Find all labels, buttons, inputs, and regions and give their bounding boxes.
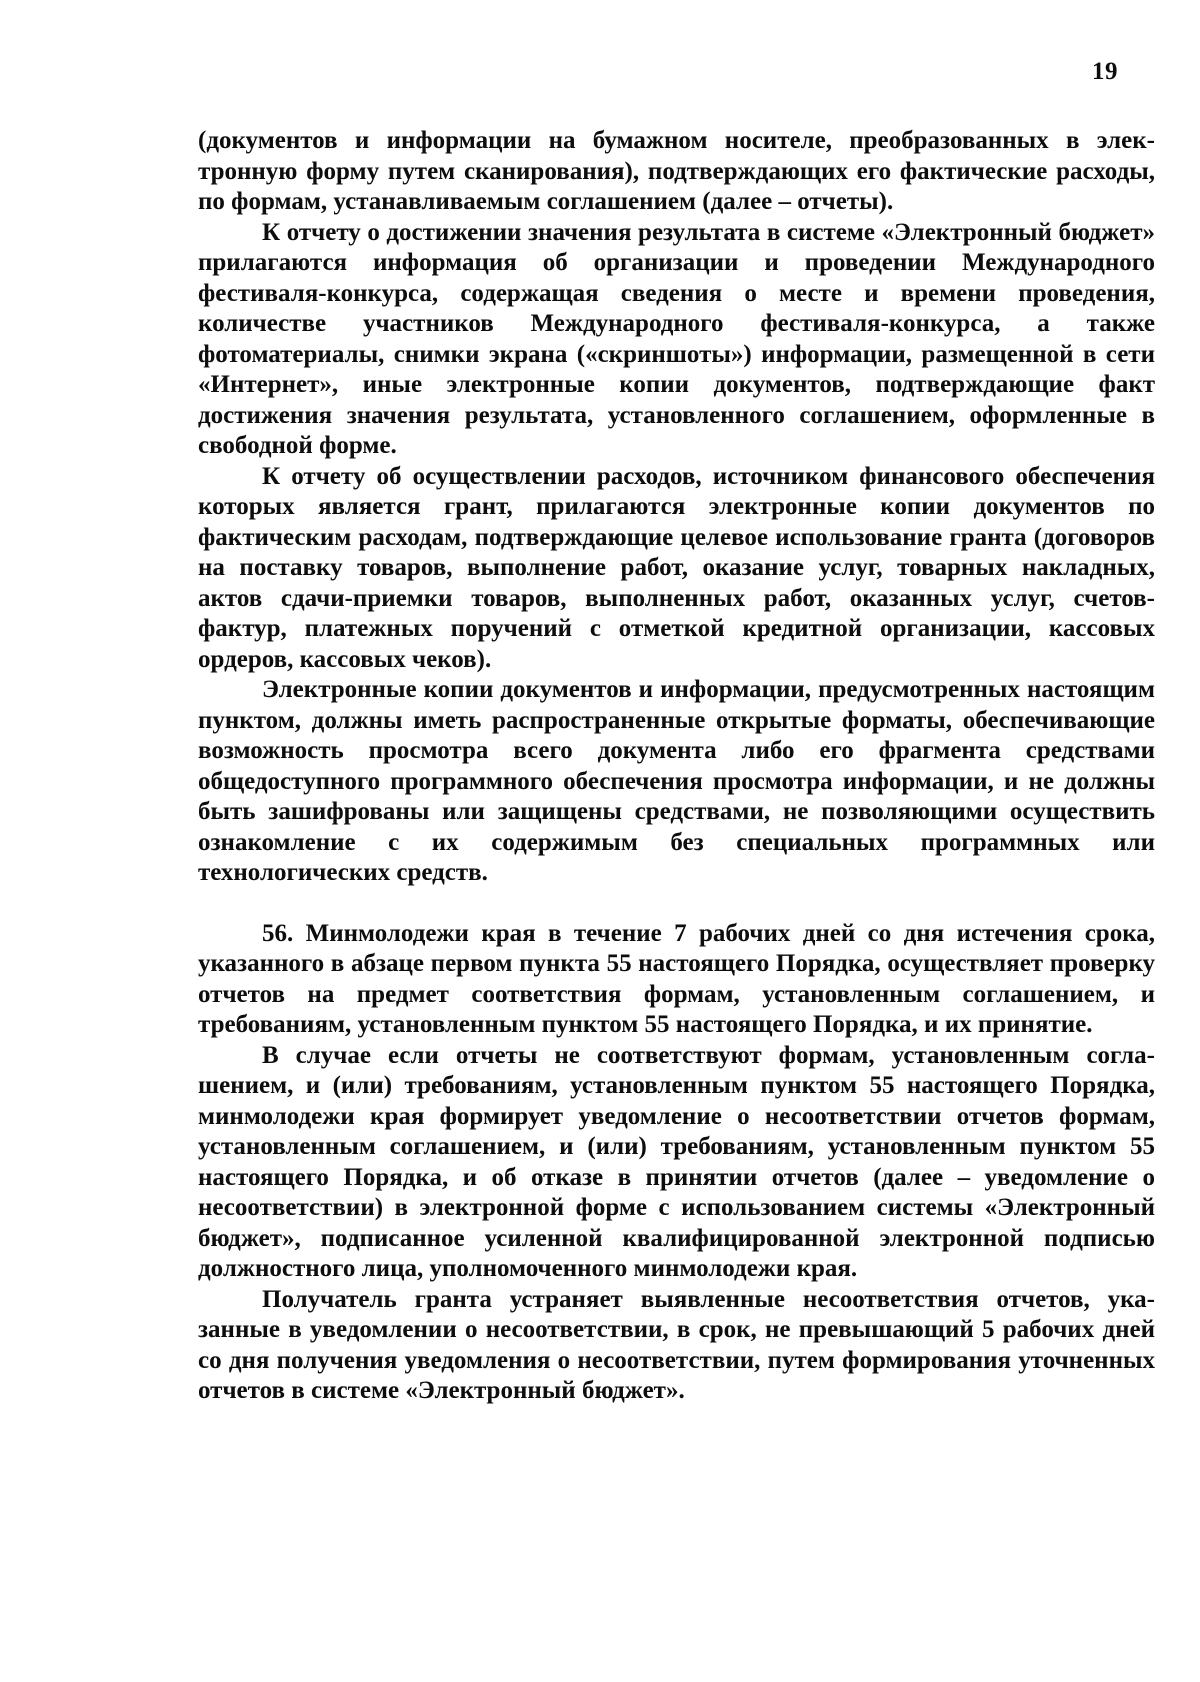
document-body	[198, 126, 1155, 1407]
paragraph-expense-report: К отчету об осуществлении расходов, источником финансового обеспечения которых является грант, прилагаются электронные копии документов по фактическим расходам, подтверждающие целевое использование гранта (договоров на поставку товаров, выполнение работ, оказание услуг, товарных накладных, актов сдачи-приемки товаров, выполненных работ, оказанных услуг, счетов-фактур, платежных поручений с отметкой кредитной организации, кассовых ордеров, кассовых чеков).	[198, 462, 1155, 673]
page-number: 19	[1092, 58, 1118, 85]
paragraph-result-report: К отчету о достижении значения результата в системе «Электронный бюджет» прилагаются информация об организации и проведении Международного фестиваля-конкурса, содержащая сведения о месте и времени проведения, количестве участников Международного фестиваля-конкурса, а также фотоматериалы, снимки экрана («скриншоты») информации, размещенной в сети «Интернет», иные электронные копии документов, подтверждающие факт достижения значения результата, установленного соглашением, оформленные в свободной форме.	[198, 218, 1155, 459]
paragraph-electronic-copies: Электронные копии документов и информации, предусмотренных настоящим пунктом, должны иметь распространенные открытые форматы, обеспечивающие возможность просмотра всего документа либо его фрагмента средствами общедоступного программного обеспечения просмотра информации, и не должны быть зашифрованы или защищены средствами, не позволяющими осуществить ознакомление с их содержимым без специальных программных или технологических средств.	[198, 676, 1155, 886]
paragraph-grant-recipient: Получатель гранта устраняет выявленные несоответствия отчетов, указанные в уведомлении о несоответствии, в срок, не превышающий 5 рабочих дней со дня получения уведомления о несоответствии, путем формирования уточненных отчетов в системе «Электронный бюджет».	[198, 1285, 1155, 1404]
paragraph-nonconformity: В случае если отчеты не соответствуют формам, установленным соглашением, и (или) требованиям, установленным пунктом 55 настоящего Порядка, минмолодежи края формирует уведомление о несоответствии отчетов формам, установленным соглашением, и (или) требованиям, установленным пунктом 55 настоящего Порядка, и об отказе в принятии отчетов (далее – уведомление о несоответствии) в электронной форме с использованием системы «Электронный бюджет», подписанное усиленной квалифицированной электронной подписью должностного лица, уполномоченного минмолодежи края.	[198, 1041, 1155, 1282]
paragraph-continuation: (документов и информации на бумажном носителе, преобразованных в электронную форму путем сканирования), подтверждающих его фактические расходы, по формам, устанавливаемым соглашением (далее – отчеты).	[198, 127, 1155, 215]
paragraph-item-56: 56. Минмолодежи края в течение 7 рабочих дней со дня истечения срока, указанного в абзаце первом пункта 55 настоящего Порядка, осуществляет проверку отчетов на предмет соответствия формам, установленным соглашением, и требованиям, установленным пунктом 55 настоящего Порядка, и их принятие.	[198, 919, 1155, 1038]
